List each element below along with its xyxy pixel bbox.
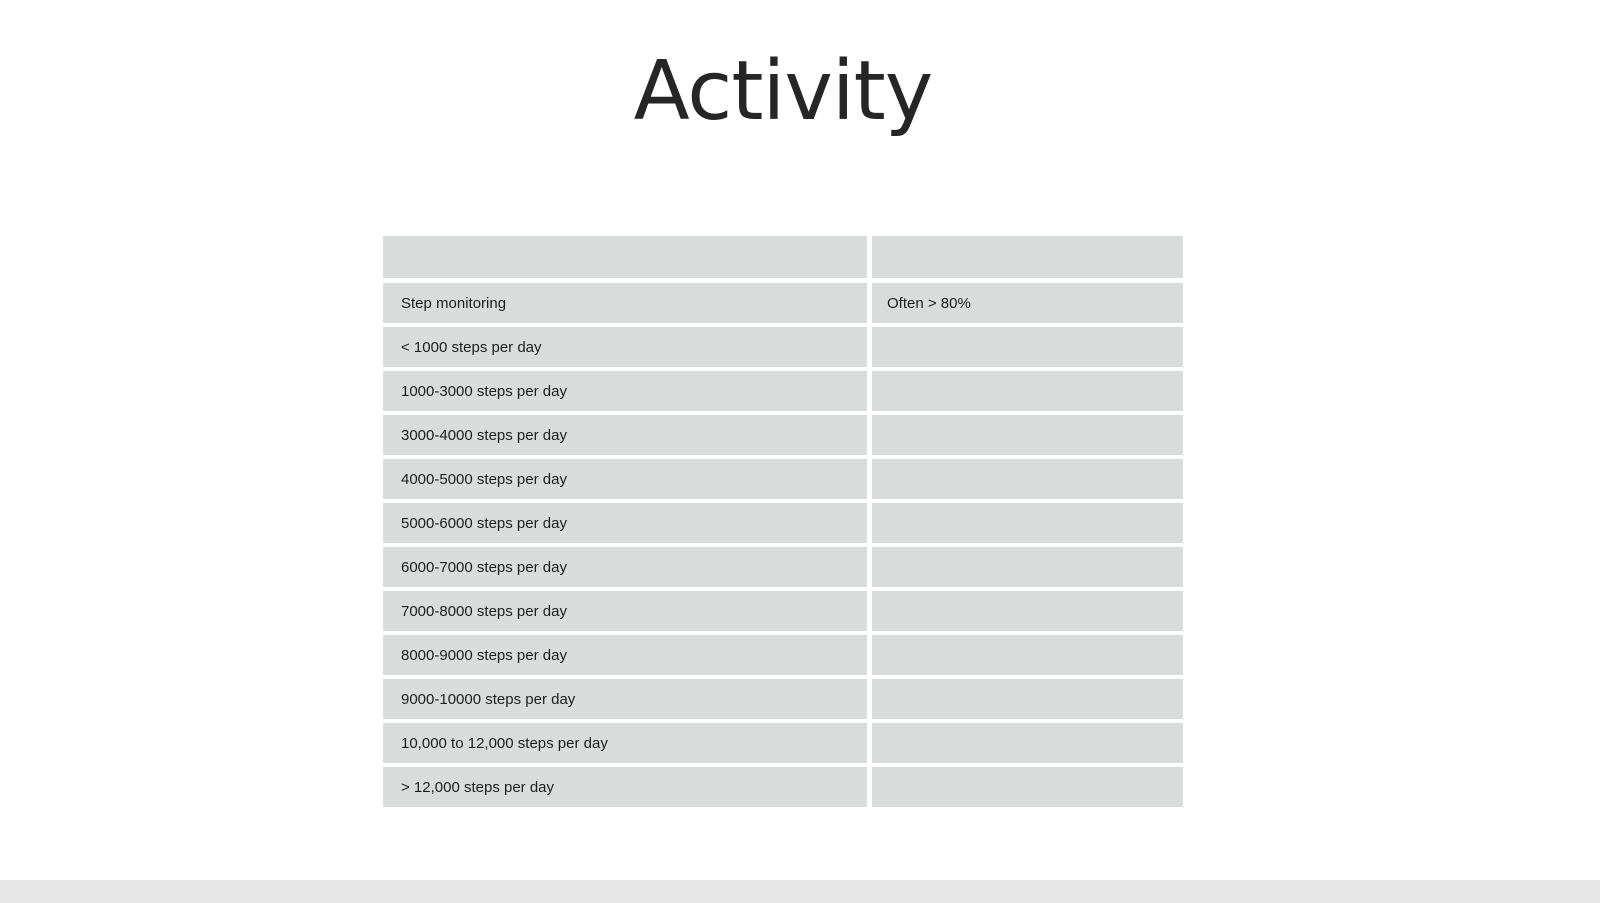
row-value — [872, 547, 1183, 587]
row-label: 10,000 to 12,000 steps per day — [383, 723, 867, 763]
table-row — [383, 547, 1183, 587]
row-value — [872, 679, 1183, 719]
row-label: 9000-10000 steps per day — [383, 679, 867, 719]
row-value — [872, 767, 1183, 807]
row-label: 6000-7000 steps per day — [383, 547, 867, 587]
table-row — [383, 635, 1183, 675]
row-label: Step monitoring — [383, 283, 867, 323]
table-row — [383, 415, 1183, 455]
row-value — [872, 327, 1183, 367]
table-row — [383, 767, 1183, 807]
row-value — [872, 635, 1183, 675]
row-value — [872, 371, 1183, 411]
header-cell-left — [383, 236, 867, 278]
slide-title: Activity — [633, 44, 933, 139]
row-label: < 1000 steps per day — [383, 327, 867, 367]
row-value — [872, 723, 1183, 763]
table-row — [383, 327, 1183, 367]
row-label: 8000-9000 steps per day — [383, 635, 867, 675]
row-value — [872, 591, 1183, 631]
activity-table — [383, 236, 1183, 811]
table-row — [383, 591, 1183, 631]
table-row — [383, 283, 1183, 323]
row-value — [872, 503, 1183, 543]
row-label: 4000-5000 steps per day — [383, 459, 867, 499]
row-label: 1000-3000 steps per day — [383, 371, 867, 411]
header-cell-right — [872, 236, 1183, 278]
row-label: 3000-4000 steps per day — [383, 415, 867, 455]
row-label: > 12,000 steps per day — [383, 767, 867, 807]
row-value: Often > 80% — [872, 283, 1183, 323]
table-row — [383, 679, 1183, 719]
row-value — [872, 415, 1183, 455]
row-label: 7000-8000 steps per day — [383, 591, 867, 631]
table-row — [383, 371, 1183, 411]
table-row — [383, 723, 1183, 763]
row-value — [872, 459, 1183, 499]
table-row — [383, 503, 1183, 543]
table-header-row — [383, 236, 1183, 278]
table-row — [383, 459, 1183, 499]
bottom-scrollbar[interactable] — [0, 880, 1600, 903]
row-label: 5000-6000 steps per day — [383, 503, 867, 543]
